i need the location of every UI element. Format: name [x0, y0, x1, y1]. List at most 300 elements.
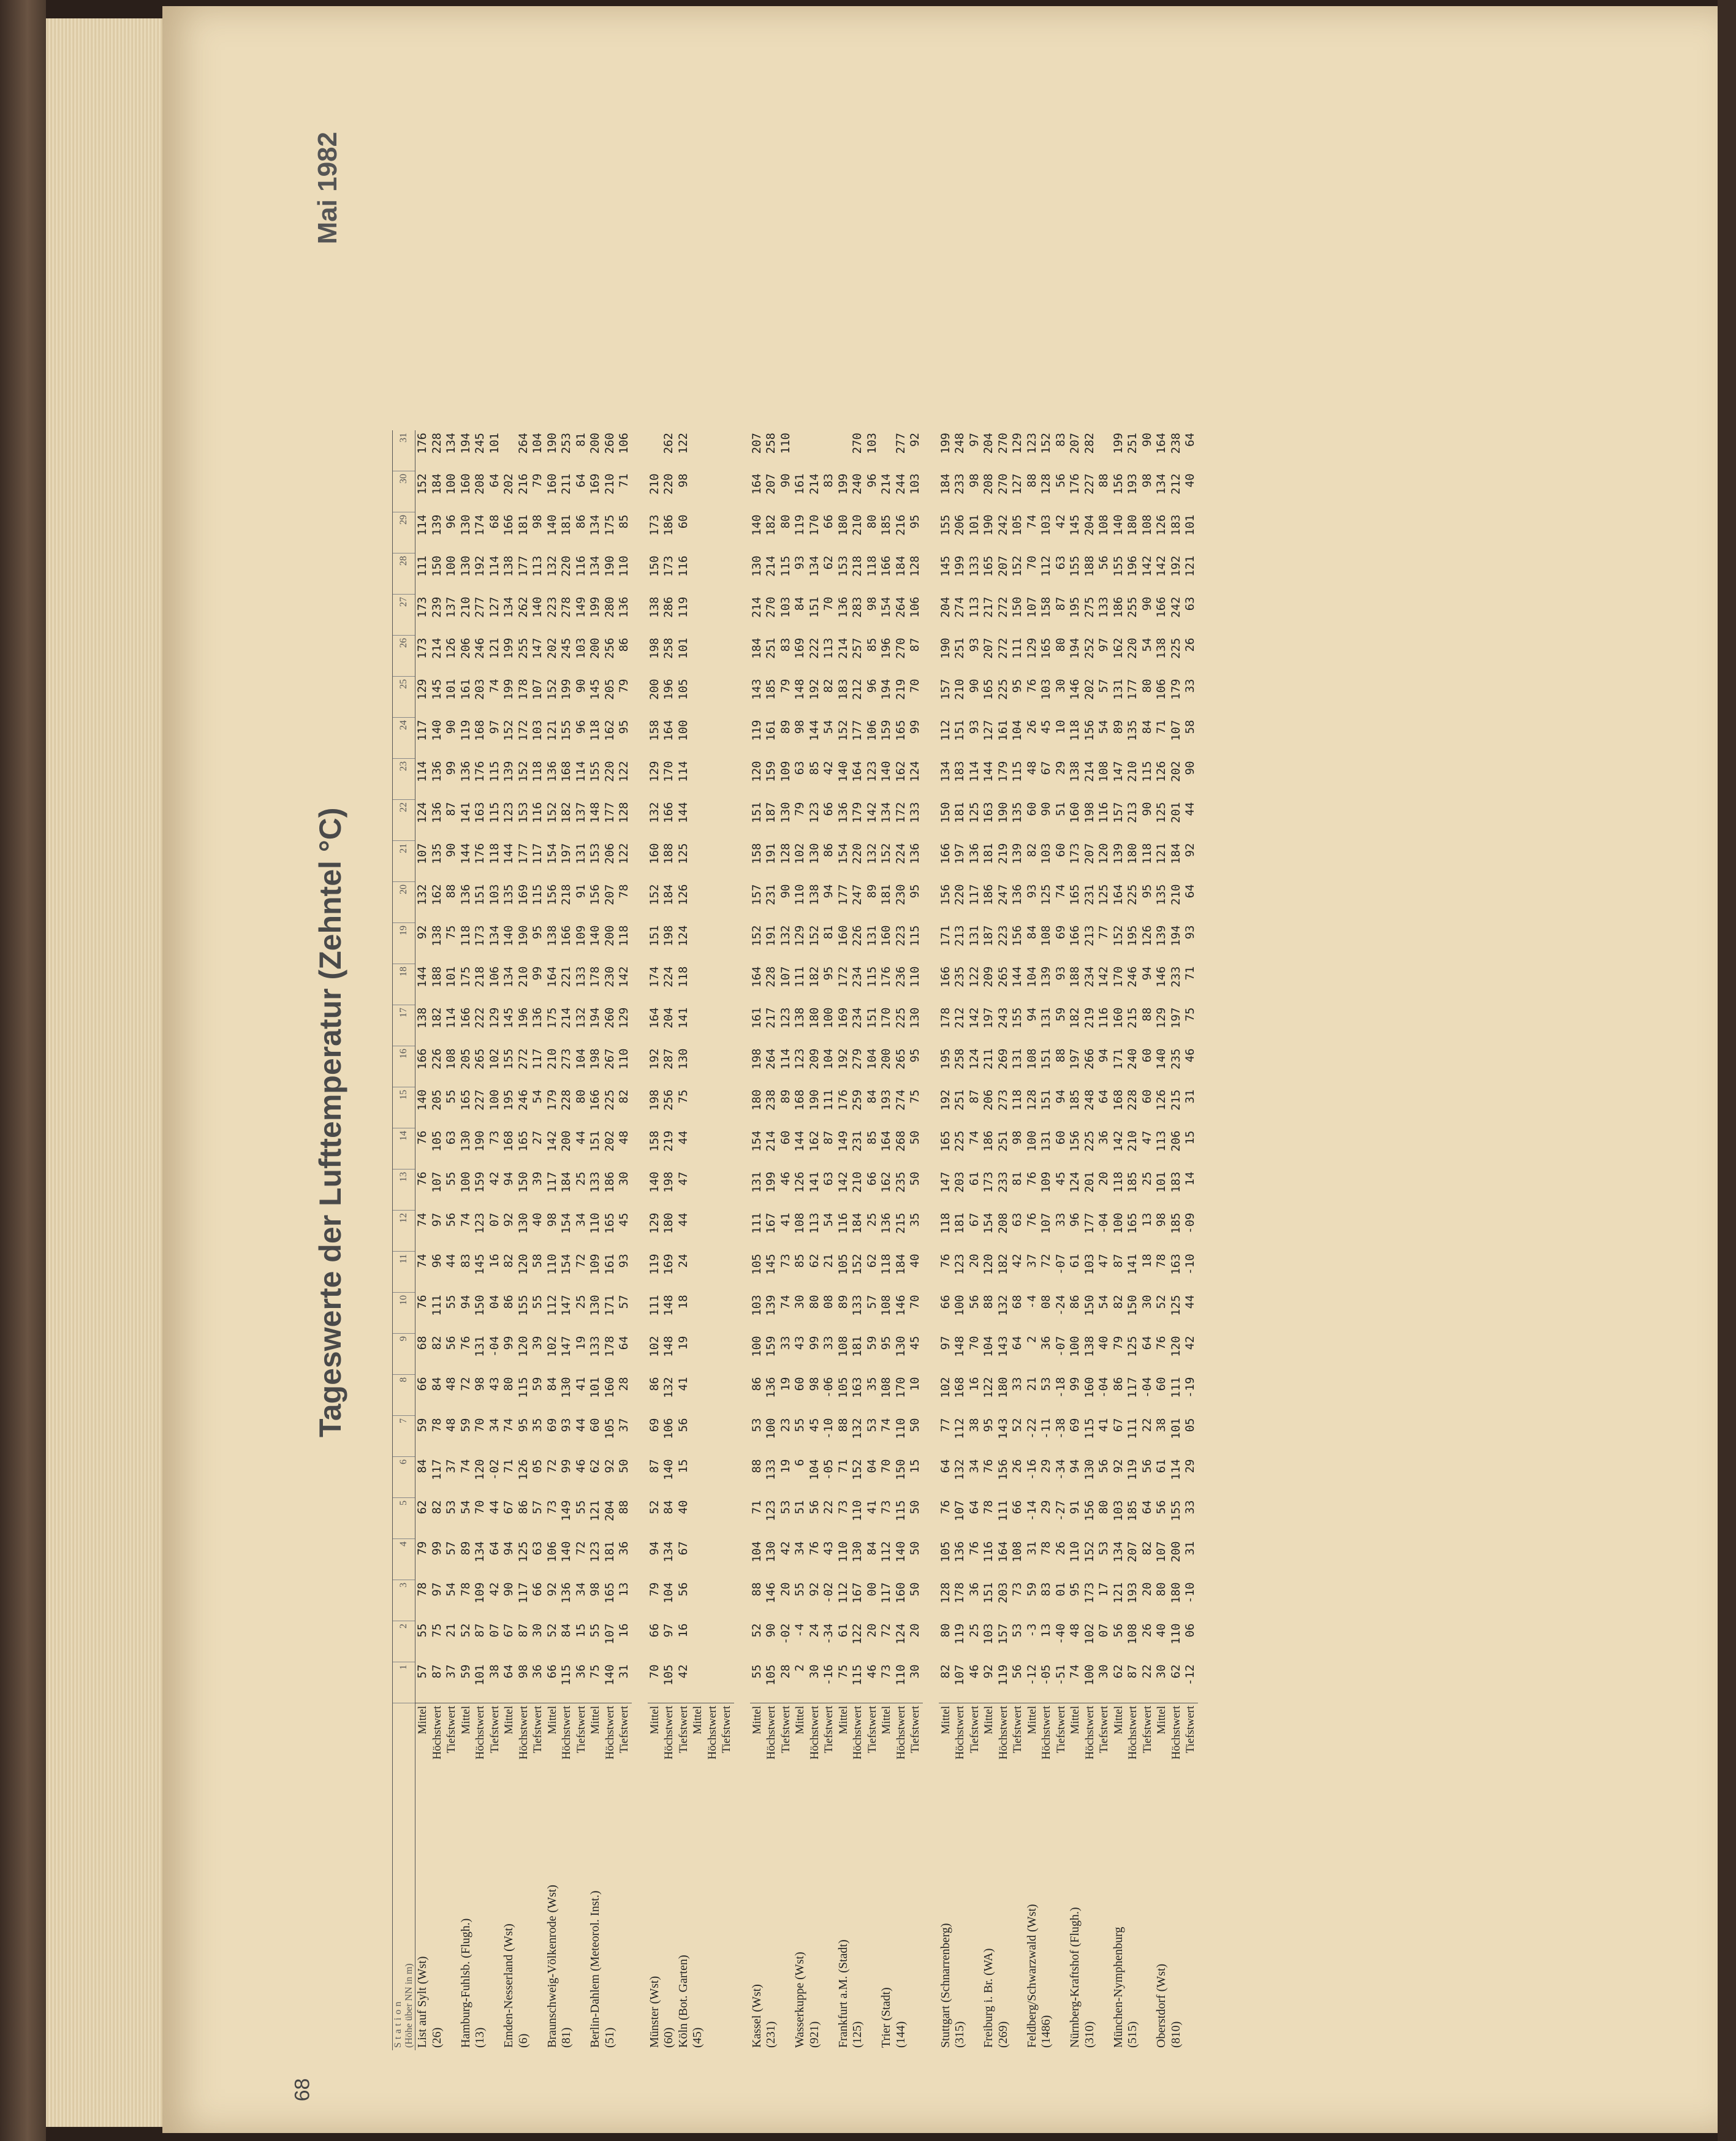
temperature-cell: 143 [996, 1418, 1010, 1439]
temperature-cell: 110 [545, 1253, 559, 1275]
table-row [691, 430, 705, 2050]
temperature-cell: 63 [1053, 555, 1067, 570]
temperature-cell: 110 [617, 1048, 631, 1070]
station-name [574, 1788, 589, 2050]
table-row [1112, 430, 1126, 2050]
temperature-cell: 25 [865, 1212, 879, 1227]
temperature-cell: 54 [822, 1212, 835, 1227]
temperature-cell: 145 [502, 1007, 515, 1029]
temperature-cell: 67 [676, 1541, 690, 1556]
temperature-cell [719, 1416, 734, 1457]
temperature-cell [691, 1498, 705, 1539]
temperature-cell: 64 [1010, 1336, 1024, 1350]
temperature-cell: 148 [588, 802, 602, 823]
temperature-cell: 26 [1010, 1459, 1024, 1474]
temperature-cell: 53 [1010, 1623, 1024, 1638]
table-row [996, 430, 1011, 2050]
station-name: München-Nymphenburg [1111, 1926, 1125, 2048]
temperature-cell: 116 [982, 1541, 995, 1562]
temperature-cell: 121 [588, 1500, 602, 1521]
temperature-cell: 64 [617, 1336, 631, 1350]
temperature-cell: 99 [1068, 1377, 1082, 1391]
temperature-cell: 132 [996, 1295, 1010, 1316]
temperature-cell: 108 [879, 1295, 893, 1316]
temperature-cell: 43 [822, 1541, 835, 1556]
temperature-cell [719, 1211, 734, 1252]
temperature-cell: 138 [647, 596, 661, 618]
value-type-label: Höchstwert [517, 1703, 531, 1789]
temperature-cell: 223 [893, 925, 908, 946]
temperature-cell: 71 [836, 1459, 850, 1474]
temperature-cell: 30 [617, 1171, 631, 1186]
temperature-cell: 62 [1169, 1664, 1183, 1679]
temperature-cell: 212 [953, 1007, 966, 1029]
temperature-cell: 75 [676, 1089, 690, 1104]
temperature-cell: 148 [662, 1295, 675, 1316]
temperature-cell: 108 [1010, 1541, 1024, 1562]
temperature-cell: 95 [1010, 679, 1024, 693]
station-name: (125) [851, 2021, 864, 2048]
temperature-cell: 136 [531, 1007, 544, 1029]
temperature-cell: 164 [647, 1007, 661, 1029]
temperature-cell [705, 964, 720, 1005]
temperature-cell: 86 [1111, 1377, 1125, 1391]
temperature-cell: 186 [662, 514, 675, 536]
temperature-cell: 120 [982, 1253, 995, 1275]
temperature-cell: 152 [851, 1253, 864, 1275]
temperature-cell: 214 [430, 637, 444, 659]
table-row [1039, 430, 1054, 2050]
temperature-cell: 15 [676, 1459, 690, 1474]
temperature-cell: -09 [1183, 1212, 1197, 1234]
temperature-cell: 161 [749, 1007, 764, 1029]
temperature-cell: 178 [953, 1582, 966, 1603]
station-name [908, 1788, 923, 2050]
temperature-cell: 235 [1169, 1048, 1183, 1070]
temperature-cell: 222 [473, 1007, 487, 1029]
temperature-cell: 56 [1097, 1459, 1110, 1474]
temperature-cell: 204 [1082, 514, 1096, 536]
temperature-cell: 123 [764, 1500, 778, 1521]
temperature-cell: 64 [502, 1664, 515, 1679]
temperature-cell: 178 [588, 966, 602, 987]
temperature-cell: 96 [574, 720, 588, 734]
temperature-cell: 117 [430, 1459, 444, 1480]
table-row [1025, 430, 1040, 2050]
temperature-cell: 72 [574, 1541, 588, 1556]
temperature-cell: 122 [617, 761, 631, 782]
temperature-cell: 117 [967, 884, 981, 905]
temperature-cell: 55 [444, 1171, 458, 1186]
temperature-cell: 230 [602, 966, 616, 987]
temperature-cell: 130 [559, 1377, 573, 1398]
temperature-cell: 226 [851, 925, 864, 946]
temperature-cell: 50 [908, 1418, 922, 1432]
temperature-cell: 36 [967, 1582, 981, 1597]
temperature-cell: 147 [938, 1171, 952, 1193]
temperature-cell: 75 [588, 1664, 602, 1679]
temperature-cell: 207 [602, 884, 616, 905]
temperature-cell: 78 [458, 1582, 472, 1597]
station-name: (810) [1169, 2021, 1183, 2048]
temperature-cell: 84 [662, 1500, 675, 1515]
temperature-cell [691, 471, 705, 512]
temperature-cell: 18 [1140, 1253, 1154, 1268]
temperature-cell: 101 [487, 433, 501, 454]
temperature-cell: 114 [676, 761, 690, 782]
temperature-cell: 134 [879, 802, 893, 823]
temperature-cell: 153 [516, 802, 530, 823]
temperature-cell: 220 [559, 555, 573, 577]
temperature-cell: 48 [1068, 1623, 1082, 1638]
temperature-cell: 68 [415, 1336, 429, 1350]
temperature-cell: 110 [617, 555, 631, 577]
temperature-cell: 185 [764, 679, 778, 700]
temperature-cell: 251 [764, 637, 778, 659]
temperature-cell: 31 [617, 1664, 631, 1679]
temperature-cell: 20 [1097, 1171, 1110, 1186]
temperature-cell: 95 [617, 720, 631, 734]
station-name: (6) [516, 2033, 530, 2048]
day-header: 6 [393, 1457, 415, 1498]
temperature-cell: 209 [807, 1048, 821, 1070]
temperature-cell: 113 [531, 555, 544, 577]
temperature-cell: 36 [574, 1664, 588, 1679]
temperature-cell: 42 [487, 1582, 501, 1597]
temperature-cell: 07 [487, 1212, 501, 1227]
temperature-cell: 90 [1140, 433, 1154, 447]
temperature-cell: 133 [967, 555, 981, 577]
temperature-cell: 112 [545, 1295, 559, 1316]
temperature-cell: 08 [822, 1295, 835, 1309]
temperature-cell: 136 [764, 1377, 778, 1398]
temperature-cell: 42 [778, 1541, 792, 1556]
temperature-cell: 66 [822, 514, 835, 529]
temperature-cell: 134 [662, 1541, 675, 1562]
temperature-cell: 100 [444, 473, 458, 495]
temperature-cell: 67 [1111, 1418, 1125, 1432]
value-type-label: Höchstwert [894, 1703, 909, 1789]
temperature-cell [691, 1005, 705, 1046]
temperature-cell: 155 [1068, 555, 1082, 577]
temperature-cell: 165 [1068, 884, 1082, 905]
temperature-cell: 76 [458, 1336, 472, 1350]
temperature-cell: 85 [865, 637, 879, 652]
temperature-cell: 147 [1111, 761, 1125, 782]
temperature-cell: 134 [588, 514, 602, 536]
temperature-cell: 190 [602, 555, 616, 577]
temperature-cell: 124 [893, 1623, 908, 1645]
temperature-cell: 59 [865, 1336, 879, 1350]
temperature-cell: 70 [879, 1459, 893, 1474]
temperature-cell: 90 [502, 1582, 515, 1597]
temperature-cell: 39 [531, 1171, 544, 1186]
temperature-cell [719, 512, 734, 553]
temperature-cell: 107 [1039, 1212, 1053, 1234]
temperature-cell: 207 [982, 637, 995, 659]
temperature-cell [719, 841, 734, 882]
temperature-cell: 214 [807, 473, 821, 495]
temperature-cell: 59 [415, 1418, 429, 1432]
temperature-cell: 155 [588, 761, 602, 782]
value-type-label: Höchstwert [808, 1703, 822, 1789]
temperature-cell: -12 [1183, 1664, 1197, 1686]
temperature-cell: 210 [516, 966, 530, 987]
temperature-cell: 156 [996, 1459, 1010, 1480]
temperature-cell: 40 [531, 1212, 544, 1227]
temperature-cell: 166 [415, 1048, 429, 1070]
temperature-cell: 161 [458, 679, 472, 700]
temperature-cell: 33 [778, 1336, 792, 1350]
temperature-cell: 144 [807, 720, 821, 741]
temperature-cell: 41 [676, 1377, 690, 1391]
temperature-cell: 136 [617, 596, 631, 618]
temperature-cell: 256 [662, 1089, 675, 1111]
temperature-cell [719, 471, 734, 512]
station-name: (231) [764, 2021, 778, 2048]
temperature-cell: 87 [1053, 596, 1067, 611]
temperature-cell: 101 [1154, 1171, 1168, 1193]
temperature-cell: 133 [588, 1171, 602, 1193]
temperature-cell: 90 [1140, 596, 1154, 611]
temperature-cell: 157 [1111, 802, 1125, 823]
temperature-cell: 74 [487, 679, 501, 693]
temperature-cell: 112 [938, 720, 952, 741]
temperature-cell: 30 [807, 1664, 821, 1679]
temperature-cell: 76 [938, 1253, 952, 1268]
temperature-cell: 29 [1183, 1459, 1197, 1474]
value-type-label: Mittel [939, 1703, 953, 1789]
temperature-cell: 186 [602, 1171, 616, 1193]
temperature-cell: 233 [996, 1171, 1010, 1193]
temperature-cell: 60 [1053, 843, 1067, 858]
temperature-cell: 126 [516, 1459, 530, 1480]
temperature-cell: 120 [516, 1336, 530, 1357]
temperature-cell: 90 [967, 679, 981, 693]
temperature-cell: 149 [836, 1130, 850, 1152]
temperature-cell: 79 [778, 679, 792, 693]
temperature-cell: 56 [807, 1500, 821, 1515]
temperature-cell: 242 [996, 514, 1010, 536]
temperature-cell: 23 [778, 1418, 792, 1432]
temperature-cell: 146 [1154, 966, 1168, 987]
temperature-cell: 262 [662, 433, 675, 454]
temperature-cell: 140 [836, 761, 850, 782]
temperature-cell: 204 [982, 433, 995, 454]
temperature-cell: 166 [662, 802, 675, 823]
temperature-cell: 152 [1010, 555, 1024, 577]
temperature-cell: 45 [1039, 720, 1053, 734]
temperature-cell: 15 [1183, 1130, 1197, 1145]
temperature-cell: 163 [982, 802, 995, 823]
temperature-cell: 270 [996, 473, 1010, 495]
temperature-cell [691, 636, 705, 677]
temperature-cell: 110 [1169, 1623, 1183, 1645]
temperature-cell: 86 [502, 1295, 515, 1309]
temperature-cell: 85 [865, 1130, 879, 1145]
temperature-cell: 129 [1154, 1007, 1168, 1029]
value-type-label: Höchstwert [1169, 1703, 1184, 1789]
temperature-cell: 199 [502, 637, 515, 659]
station-header-label: Station [393, 1998, 403, 2048]
temperature-cell: 270 [893, 637, 908, 659]
temperature-cell: 96 [865, 473, 879, 488]
temperature-cell: 245 [473, 433, 487, 454]
temperature-cell: 164 [545, 966, 559, 987]
temperature-cell: 275 [1082, 596, 1096, 618]
temperature-cell: 96 [865, 679, 879, 693]
temperature-cell: 180 [662, 1212, 675, 1234]
temperature-cell: -40 [1053, 1623, 1067, 1645]
station-name: Nürnberg-Kraftshof (Flugh.) [1068, 1907, 1082, 2048]
temperature-cell: 142 [967, 1007, 981, 1029]
day-header: 14 [393, 1128, 415, 1169]
temperature-cell: 134 [473, 1541, 487, 1562]
temperature-cell: 113 [1154, 1130, 1168, 1152]
temperature-cell: 26 [1053, 1541, 1067, 1556]
temperature-cell: -3 [1025, 1623, 1039, 1638]
temperature-cell: 37 [444, 1459, 458, 1474]
station-name [1010, 1788, 1025, 2050]
temperature-cell: 92 [1111, 1459, 1125, 1474]
temperature-cell: 111 [647, 1295, 661, 1316]
temperature-cell: 101 [1169, 1418, 1183, 1439]
temperature-cell: 199 [938, 433, 952, 454]
table-row [1083, 430, 1097, 2050]
temperature-cell: 76 [415, 1171, 429, 1186]
temperature-cell: 64 [1183, 433, 1197, 447]
temperature-cell: 100 [676, 720, 690, 741]
temperature-cell: 90 [764, 1623, 778, 1638]
station-name: (315) [953, 2021, 966, 2048]
temperature-cell: 214 [1082, 761, 1096, 782]
temperature-cell: 95 [908, 1048, 922, 1063]
temperature-cell: 124 [967, 1048, 981, 1070]
temperature-cell: 52 [545, 1623, 559, 1638]
temperature-cell: 223 [996, 925, 1010, 946]
value-type-label: Mittel [793, 1703, 808, 1789]
temperature-cell: 78 [415, 1582, 429, 1597]
temperature-cell: 207 [996, 555, 1010, 577]
temperature-cell: 100 [749, 1336, 764, 1357]
temperature-cell: 130 [778, 802, 792, 823]
temperature-cell: 78 [1039, 1541, 1053, 1556]
temperature-cell: 163 [851, 1377, 864, 1398]
temperature-cell: 173 [982, 1171, 995, 1193]
temperature-cell: 202 [1169, 761, 1183, 782]
temperature-cell: 213 [1082, 925, 1096, 946]
temperature-cell: 150 [893, 1459, 908, 1480]
temperature-cell: 36 [1097, 1130, 1110, 1145]
temperature-cell: 103 [1039, 679, 1053, 700]
temperature-cell: 185 [1169, 1212, 1183, 1234]
temperature-cell: 106 [617, 433, 631, 454]
temperature-cell: 100 [1068, 1336, 1082, 1357]
temperature-cell: 86 [749, 1377, 764, 1391]
temperature-cell [648, 430, 662, 471]
temperature-cell: 120 [1169, 1336, 1183, 1357]
value-type-label: Höchstwert [705, 1703, 720, 1789]
temperature-cell: 121 [487, 637, 501, 659]
temperature-cell: 260 [602, 433, 616, 454]
spacer-cell [734, 430, 750, 2050]
temperature-cell: 86 [516, 1500, 530, 1515]
temperature-cell: 53 [444, 1500, 458, 1515]
temperature-cell: 165 [938, 1130, 952, 1152]
station-name [1140, 1788, 1155, 2050]
temperature-cell: 20 [865, 1623, 879, 1638]
temperature-cell: 102 [647, 1336, 661, 1357]
block-spacer [734, 430, 750, 2050]
temperature-cell: 13 [617, 1582, 631, 1597]
temperature-cell: 152 [545, 802, 559, 823]
temperature-cell: 61 [1068, 1253, 1082, 1268]
value-type-label: Mittel [836, 1703, 851, 1789]
temperature-cell: 217 [764, 1007, 778, 1029]
temperature-cell: 92 [982, 1664, 995, 1679]
temperature-cell: 50 [908, 1582, 922, 1597]
temperature-cell: 78 [430, 1418, 444, 1432]
temperature-cell: 218 [559, 884, 573, 905]
temperature-cell: 91 [574, 884, 588, 899]
temperature-cell: 87 [647, 1459, 661, 1474]
station-name: Köln (Bot. Garten) [676, 1955, 690, 2048]
temperature-cell: 156 [545, 884, 559, 905]
temperature-cell: 169 [793, 637, 806, 659]
temperature-cell [705, 636, 720, 677]
temperature-cell: 144 [982, 761, 995, 782]
temperature-cell: 160 [647, 843, 661, 864]
temperature-cell: 45 [908, 1336, 922, 1350]
temperature-cell: 109 [1039, 1171, 1053, 1193]
spacer-cell [632, 430, 648, 2050]
temperature-cell: 272 [996, 637, 1010, 659]
temperature-cell: 76 [982, 1459, 995, 1474]
table-row [982, 430, 996, 2050]
temperature-cell: -10 [822, 1418, 835, 1439]
temperature-cell: 170 [662, 761, 675, 782]
temperature-cell: 220 [953, 884, 966, 905]
table-row [1068, 430, 1083, 2050]
temperature-cell [705, 800, 720, 841]
temperature-cell: 63 [1010, 1212, 1024, 1227]
temperature-cell: 122 [851, 1623, 864, 1645]
temperature-cell: 268 [893, 1130, 908, 1152]
temperature-cell [705, 553, 720, 595]
temperature-cell: 200 [602, 925, 616, 946]
temperature-cell: 125 [967, 802, 981, 823]
temperature-cell: 142 [836, 1171, 850, 1193]
day-header: 19 [393, 923, 415, 964]
value-type-label: Tiefstwert [1140, 1703, 1155, 1789]
temperature-cell: 57 [415, 1664, 429, 1679]
temperature-cell: 85 [807, 761, 821, 775]
temperature-cell: 136 [953, 1541, 966, 1562]
temperature-cell: 55 [444, 1295, 458, 1309]
temperature-cell: 129 [487, 1007, 501, 1029]
temperature-cell: 36 [1039, 1336, 1053, 1350]
temperature-cell: 26 [1025, 720, 1039, 734]
temperature-cell: 04 [487, 1295, 501, 1309]
temperature-cell: 182 [996, 1253, 1010, 1275]
temperature-cell: 95 [531, 925, 544, 940]
temperature-cell: 265 [473, 1048, 487, 1070]
temperature-cell: 177 [602, 802, 616, 823]
temperature-cell: 112 [953, 1418, 966, 1439]
station-name: Wasserkuppe (Wst) [793, 1952, 806, 2048]
temperature-cell: 90 [778, 884, 792, 899]
temperature-cell: 146 [1068, 679, 1082, 700]
